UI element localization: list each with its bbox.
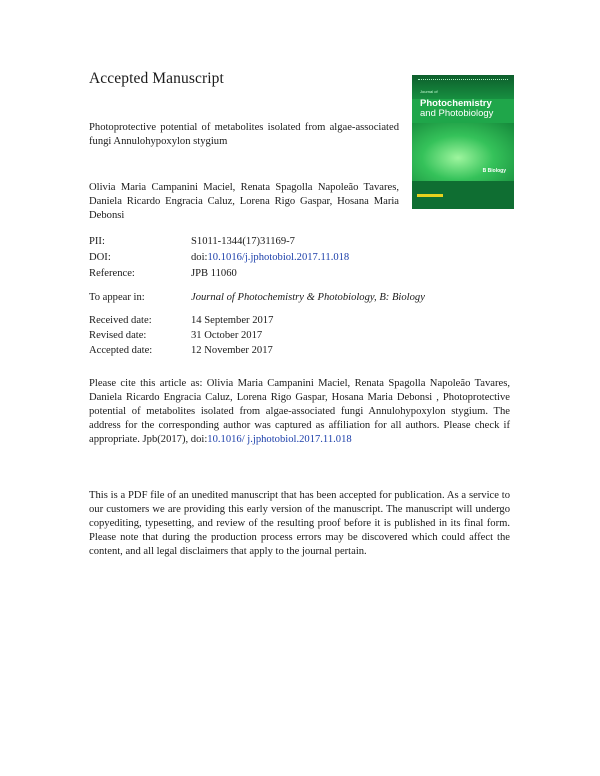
accepted-date-label: Accepted date:: [89, 345, 153, 356]
cover-small-text: Journal of: [420, 89, 438, 94]
cover-journal-title-line1: Photochemistry: [420, 98, 492, 109]
revised-date-label: Revised date:: [89, 330, 147, 341]
citation-text: Please cite this article as: Olivia Maria Campanini Maciel, Renata Spagolla Napoleão Tavares, Daniela Ricardo Engracia Caluz, Lorena Rigo Gaspar, Hosana Maria Debonsi , Photoprotective potential of metabolites isolated from algae-associated fungi Annulohypoxylon stygium. The address for the corresponding author was captured as affiliation for all authors. Please check if appropriate. Jpb(2017), doi:: [89, 378, 510, 446]
doi-value: [191, 252, 349, 263]
accepted-date-value: 12 November 2017: [191, 345, 273, 356]
article-title: Photoprotective potential of metabolites isolated from algae-associated fungi Annulohypoxylon stygium: [89, 122, 399, 147]
cover-accent-bar: [417, 194, 443, 197]
cover-publisher-mark: B Biology: [482, 168, 506, 174]
manuscript-notice: This is a PDF file of an unedited manuscript that has been accepted for publication. As a service to our customers we are providing this early version of the manuscript. The manuscript will undergo copyediting, typesetting, and review of the resulting proof before it is published in its final form. Please note that during the production process errors may be discovered which could affect the content, and all legal disclaimers that apply to the journal pertain.: [89, 490, 510, 558]
doi-prefix: doi:: [191, 252, 208, 263]
doi-label: DOI:: [89, 252, 111, 263]
received-date-value: 14 September 2017: [191, 315, 274, 326]
pii-label: PII:: [89, 236, 105, 247]
revised-date-value: 31 October 2017: [191, 330, 263, 341]
doi-link[interactable]: 10.1016/j.jphotobiol.2017.11.018: [207, 252, 350, 263]
reference-value: JPB 11060: [191, 268, 237, 279]
citation-paragraph: [89, 377, 510, 447]
cover-top-line: [418, 79, 508, 82]
appear-in-label: To appear in:: [89, 292, 145, 303]
page-heading: Accepted Manuscript: [89, 70, 224, 87]
author-list: Olivia Maria Campanini Maciel, Renata Spagolla Napoleão Tavares, Daniela Ricardo Engracia Caluz, Lorena Rigo Gaspar, Hosana Maria Debonsi: [89, 182, 399, 221]
reference-label: Reference:: [89, 268, 135, 279]
cover-journal-title-line2: and Photobiology: [420, 108, 494, 119]
appear-in-value: Journal of Photochemistry & Photobiology, B: Biology: [191, 292, 425, 303]
journal-cover-image: [412, 75, 514, 209]
pii-value: S1011-1344(17)31169-7: [191, 236, 295, 247]
citation-doi-link[interactable]: 10.1016/ j.jphotobiol.2017.11.018: [207, 434, 352, 446]
received-date-label: Received date:: [89, 315, 152, 326]
